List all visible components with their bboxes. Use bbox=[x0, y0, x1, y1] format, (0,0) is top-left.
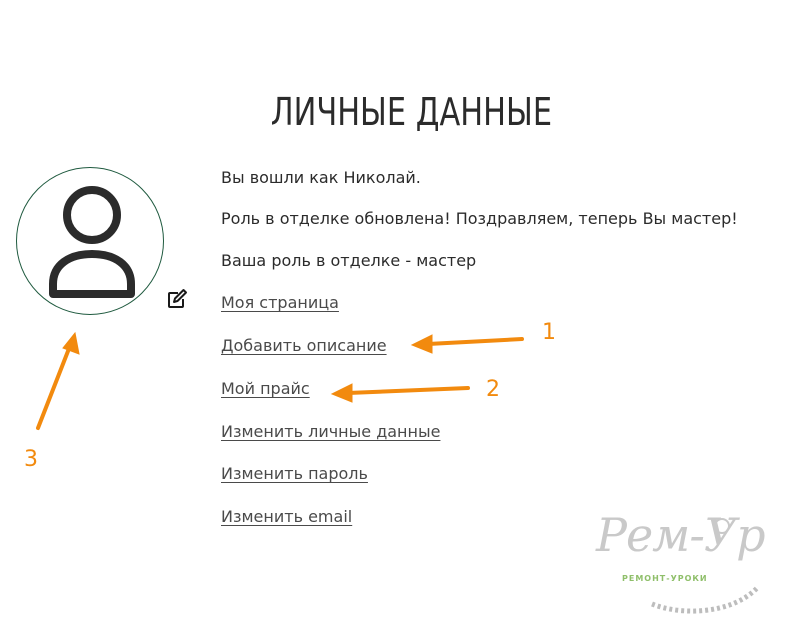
annotation-arrow-3 bbox=[38, 346, 70, 428]
watermark-logo bbox=[592, 508, 782, 618]
change-password-link[interactable]: Изменить пароль bbox=[221, 464, 368, 483]
annotation-arrowhead-3 bbox=[63, 333, 79, 354]
role-current-text: Ваша роль в отделке - мастер bbox=[221, 251, 477, 270]
annotation-arrowhead-1 bbox=[412, 335, 432, 353]
watermark-script: Рем-Ур bbox=[596, 508, 765, 562]
user-icon bbox=[17, 168, 165, 316]
watermark-decoration bbox=[592, 508, 782, 618]
my-page-link[interactable]: Моя страница bbox=[221, 293, 339, 312]
annotation-marker-2: 2 bbox=[486, 377, 500, 402]
logged-in-text: Вы вошли как Николай. bbox=[221, 168, 421, 187]
edit-personal-data-link[interactable]: Изменить личные данные bbox=[221, 422, 441, 441]
my-price-link[interactable]: Мой прайс bbox=[221, 379, 310, 398]
role-updated-text: Роль в отделке обновлена! Поздравляем, теперь Вы мастер! bbox=[221, 209, 738, 228]
avatar[interactable] bbox=[16, 167, 164, 315]
watermark-tagline: РЕМОНТ-УРОКИ bbox=[622, 574, 708, 583]
change-email-link[interactable]: Изменить email bbox=[221, 507, 353, 526]
page-title: ЛИЧНЫЕ ДАННЫЕ bbox=[270, 90, 553, 134]
edit-icon[interactable] bbox=[166, 288, 188, 310]
annotation-marker-1: 1 bbox=[542, 320, 556, 345]
annotation-marker-3: 3 bbox=[24, 447, 38, 472]
add-description-link[interactable]: Добавить описание bbox=[221, 336, 387, 355]
annotation-arrowhead-2 bbox=[332, 384, 352, 402]
annotation-arrow-2 bbox=[348, 388, 468, 393]
annotation-arrow-1 bbox=[428, 339, 522, 344]
